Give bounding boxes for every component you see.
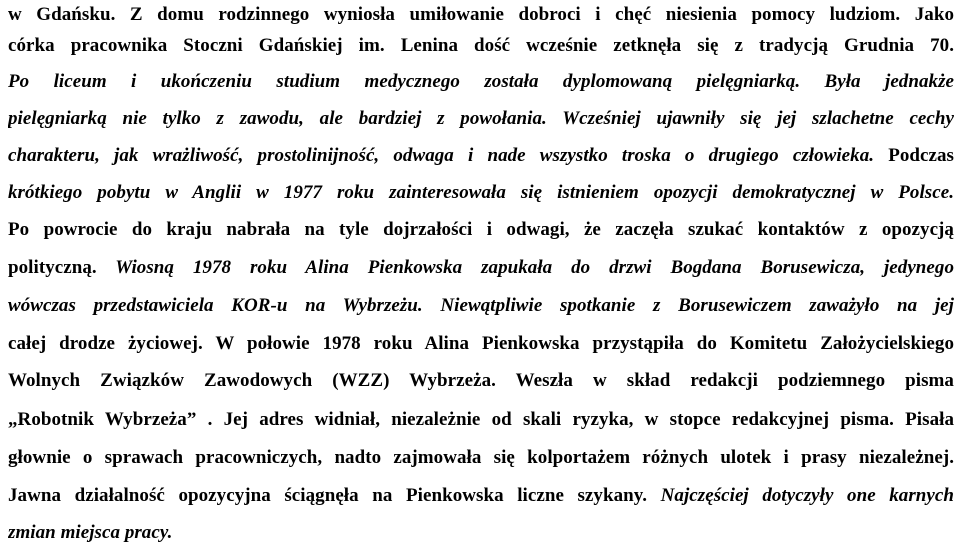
text-segment: pielęgniarką nie tylko z zawodu, ale bardziej z powołania.: [8, 108, 547, 129]
text-line: [8, 0, 954, 30]
text-segment: charakteru, jak wrażliwość, prostolinijność, odwaga i nade wszystko troska o drugiego człowieka.: [8, 145, 875, 166]
text-segment: Wcześniej ujawniły się jej szlachetne cechy: [546, 108, 954, 129]
text-line: [8, 518, 954, 548]
text-line: [8, 141, 954, 171]
text-segment: Podczas: [874, 145, 954, 166]
text-line: [8, 329, 954, 359]
text-segment: „Robotnik Wybrzeża” . Jej adres widniał, niezależnie od skali ryzyka, w stopce redakcyjnej pisma. Pisała: [8, 409, 954, 430]
text-line: [8, 481, 954, 511]
text-segment: W połowie 1978 roku Alina Pienkowska przystąpiła do Komitetu Założycielskiego: [202, 333, 954, 354]
text-line: [8, 291, 954, 321]
text-segment: Weszła w skład redakcji podziemnego pisma: [495, 370, 954, 391]
text-segment: Wiosną 1978 roku Alina Pienkowska zapukała do drzwi Bogdana Borusewicza, jedynego: [96, 257, 954, 278]
text-segment: córka pracownika Stoczni Gdańskiej im. Lenina dość wcześnie zetknęła się z tradycją Grudnia 70.: [8, 35, 954, 56]
text-segment: Jawna działalność opozycyjna ściągnęła na Pienkowska liczne szykany.: [8, 485, 648, 506]
document-page: [8, 0, 954, 549]
text-line: [8, 366, 954, 396]
text-line: [8, 104, 954, 134]
text-line: [8, 443, 954, 473]
text-segment: całej drodze życiowej.: [8, 333, 203, 354]
text-segment: w Gdańsku. Z domu rodzinnego wyniosła umiłowanie dobroci i chęć niesienia pomocy ludziom. Jako: [8, 4, 954, 25]
text-line: [8, 178, 954, 208]
text-segment: wówczas przedstawiciela KOR-u na Wybrzeżu.: [8, 295, 423, 316]
text-line: [8, 253, 954, 283]
text-segment: Wolnych Związków Zawodowych (WZZ) Wybrzeża.: [8, 370, 496, 391]
text-segment: zmian miejsca pracy.: [8, 522, 173, 543]
text-line: [8, 67, 954, 97]
text-segment: Najczęściej dotyczyły one karnych: [647, 485, 954, 506]
text-line: [8, 215, 954, 245]
text-segment: polityczną.: [8, 257, 97, 278]
text-segment: Po powrocie do kraju nabrała na tyle dojrzałości i odwagi, że zaczęła szukać kontaktów z opozycją: [8, 219, 954, 240]
text-segment: Po liceum i ukończeniu studium medycznego została dyplomowaną pielęgniarką. Była jednakże: [8, 71, 954, 92]
text-segment: Niewątpliwie spotkanie z Borusewiczem zaważyło na jej: [422, 295, 954, 316]
text-line: [8, 31, 954, 61]
text-segment: krótkiego pobytu w Anglii w 1977 roku zainteresowała się istnieniem opozycji demokratycznej w Polsce.: [8, 182, 954, 203]
text-line: [8, 405, 954, 435]
text-segment: głownie o sprawach pracowniczych, nadto zajmowała się kolportażem różnych ulotek i prasy niezależnej.: [8, 447, 954, 468]
